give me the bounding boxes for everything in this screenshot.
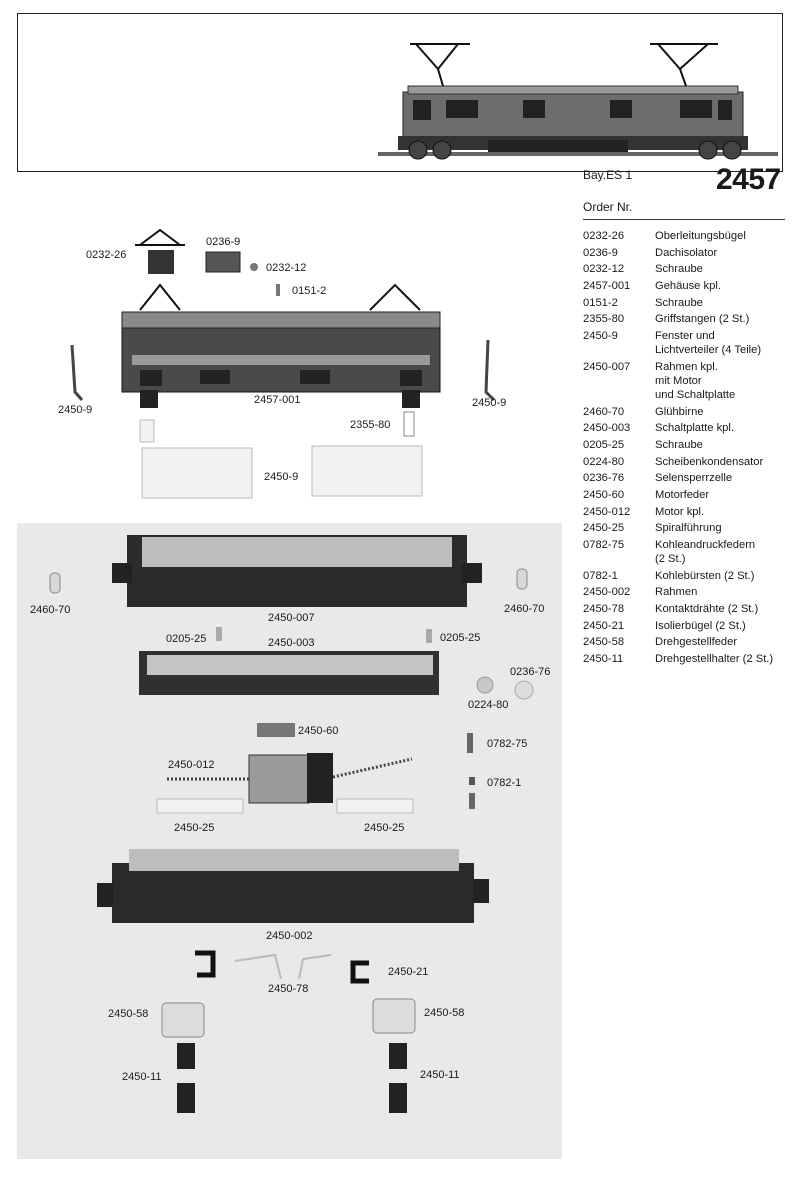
pantograph-part	[135, 230, 185, 274]
part-number: 0782-1	[583, 569, 618, 582]
frame-complete-part	[112, 535, 482, 607]
part-name: Motorfeder	[655, 488, 710, 501]
parts-row	[583, 585, 788, 599]
part-number: 0782-75	[583, 539, 625, 551]
brush-spring-part	[467, 733, 473, 753]
part-name: Fenster und Lichtverteiler (4 Teile)	[655, 330, 762, 357]
callout-label: 2450-11	[122, 1071, 162, 1083]
spiral-guide-part	[337, 799, 413, 813]
parts-row	[583, 521, 788, 535]
window-part	[72, 345, 82, 400]
callout-label: 2450-007	[268, 612, 315, 624]
callout-label: 2450-012	[168, 759, 215, 771]
callout-label: 0236-9	[206, 236, 241, 248]
part-name: Schraube	[655, 296, 703, 309]
part-number: 0236-9	[583, 246, 618, 259]
callout-label: 2457-001	[254, 394, 301, 406]
part-number: 0224-80	[583, 455, 625, 468]
callout-label: 0782-75	[487, 738, 528, 750]
callout-label: 2450-25	[364, 822, 405, 834]
screw-part	[426, 629, 432, 643]
callout-label: 0232-26	[86, 249, 127, 261]
parts-row	[583, 405, 788, 419]
insulating-bracket-part	[195, 953, 213, 975]
callout-label: 2450-9	[472, 397, 507, 409]
parts-row	[583, 229, 788, 243]
screw-part	[250, 263, 258, 271]
parts-row	[583, 262, 788, 276]
callout-label: 0232-12	[266, 262, 307, 274]
capacitor-part	[477, 677, 493, 693]
part-name: Kohlebürsten (2 St.)	[655, 569, 755, 582]
parts-list	[583, 229, 788, 669]
grab-rail-part	[404, 412, 414, 436]
part-name: Schraube	[655, 438, 703, 451]
model-number: 2457	[716, 163, 781, 196]
callout-label: 2450-60	[298, 725, 339, 737]
parts-row	[583, 360, 788, 402]
motor-spring-part	[257, 723, 295, 737]
callout-label: 0236-76	[510, 666, 551, 678]
parts-row	[583, 619, 788, 633]
part-name: Dachisolator	[655, 246, 718, 259]
housing-part	[122, 285, 440, 408]
part-number: 2355-80	[583, 313, 625, 326]
callout-label: 2450-58	[424, 1007, 465, 1019]
spiral-guide-part	[157, 799, 243, 813]
part-number: 0232-12	[583, 263, 625, 276]
part-number: 2460-70	[583, 405, 625, 418]
bogie-holder-part	[177, 1083, 195, 1113]
parts-row	[583, 538, 788, 566]
screw-part	[276, 284, 280, 296]
part-number: 2450-007	[583, 360, 631, 373]
callout-label: 2450-58	[108, 1008, 149, 1020]
model-line: Bay.ES 1	[583, 168, 633, 182]
parts-row	[583, 635, 788, 649]
window-part	[486, 340, 494, 400]
part-name: Motor kpl.	[655, 505, 705, 518]
parts-row	[583, 246, 788, 260]
callout-label: 0205-25	[440, 632, 481, 644]
part-name: Kohleandruckfedern (2 St.)	[655, 539, 756, 565]
screw-part	[216, 627, 222, 641]
bogie-holder-part	[389, 1083, 407, 1113]
parts-row	[583, 279, 788, 293]
part-number: 0232-26	[583, 230, 625, 242]
parts-row	[583, 505, 788, 519]
part-name: Spiralführung	[655, 522, 722, 535]
part-number: 2450-21	[583, 619, 625, 632]
part-number: 2450-012	[583, 505, 631, 518]
parts-row	[583, 652, 788, 666]
part-number: 2450-002	[583, 586, 631, 599]
part-name: Gehäuse kpl.	[655, 280, 721, 293]
parts-row	[583, 312, 788, 326]
part-number: 2450-58	[583, 636, 625, 649]
parts-row	[583, 569, 788, 583]
callout-label: 2450-002	[266, 930, 313, 942]
part-name: Drehgestellhalter (2 St.)	[655, 653, 774, 666]
part-name: Scheibenkondensator	[655, 455, 764, 468]
contact-wire-part	[235, 955, 281, 979]
callout-label: 0151-2	[292, 285, 327, 297]
callout-label: 2450-11	[420, 1069, 460, 1081]
bulb-part	[50, 573, 60, 593]
part-number: 0236-76	[583, 472, 625, 485]
part-number: 2450-003	[583, 422, 631, 435]
part-number: 0151-2	[583, 296, 618, 309]
insulating-bracket-part	[353, 963, 369, 981]
bogie-spring-part	[373, 999, 415, 1033]
frame-part	[97, 849, 489, 923]
part-name: Schraube	[655, 263, 703, 276]
parts-row	[583, 421, 788, 435]
part-name: Rahmen	[655, 586, 698, 599]
callout-label: 2450-9	[58, 404, 93, 416]
circuit-board-part	[139, 651, 439, 695]
part-name: Kontaktdrähte (2 St.)	[655, 603, 759, 616]
parts-row	[583, 329, 788, 357]
part-number: 2457-001	[583, 280, 631, 293]
parts-row	[583, 438, 788, 452]
part-number: 2450-25	[583, 522, 625, 535]
bogie-holder-part	[389, 1043, 407, 1069]
part-number: 2450-11	[583, 653, 624, 666]
callout-label: 2460-70	[504, 603, 545, 615]
part-name: Rahmen kpl. mit Motor und Schaltplatte	[655, 360, 736, 401]
callout-label: 0782-1	[487, 777, 522, 789]
part-number: 0205-25	[583, 438, 625, 451]
selenium-cell-part	[515, 681, 533, 699]
parts-row	[583, 455, 788, 469]
roof-insulator-part	[206, 252, 240, 272]
part-name: Drehgestellfeder	[655, 636, 738, 649]
part-name: Griffstangen (2 St.)	[655, 313, 750, 326]
order-heading: Order Nr.	[583, 200, 633, 214]
callout-label: 2450-003	[268, 637, 315, 649]
callout-label: 2450-25	[174, 822, 215, 834]
callout-label: 0205-25	[166, 633, 207, 645]
carbon-brush-part	[469, 777, 475, 785]
part-name: Schaltplatte kpl.	[655, 422, 734, 435]
window-insert-part	[140, 420, 422, 498]
bogie-spring-part	[162, 1003, 204, 1037]
part-name: Glühbirne	[655, 405, 704, 418]
brush-spring-part	[469, 793, 475, 809]
callout-label: 2450-9	[264, 471, 299, 483]
bogie-holder-part	[177, 1043, 195, 1069]
callout-label: 0224-80	[468, 699, 509, 711]
parts-row	[583, 488, 788, 502]
parts-row	[583, 602, 788, 616]
part-number: 2450-60	[583, 488, 625, 501]
callout-label: 2450-78	[268, 983, 309, 995]
part-name: Isolierbügel (2 St.)	[655, 619, 746, 632]
part-name: Oberleitungsbügel	[655, 230, 746, 242]
callout-label: 2355-80	[350, 419, 391, 431]
bulb-part	[517, 569, 527, 589]
contact-wire-part	[299, 955, 331, 979]
heading-divider	[583, 219, 785, 220]
part-number: 2450-9	[583, 330, 618, 343]
part-name: Selensperrzelle	[655, 472, 733, 485]
parts-row	[583, 471, 788, 485]
callout-label: 2460-70	[30, 604, 71, 616]
callout-label: 2450-21	[388, 966, 429, 978]
parts-row	[583, 296, 788, 310]
part-number: 2450-78	[583, 603, 625, 616]
